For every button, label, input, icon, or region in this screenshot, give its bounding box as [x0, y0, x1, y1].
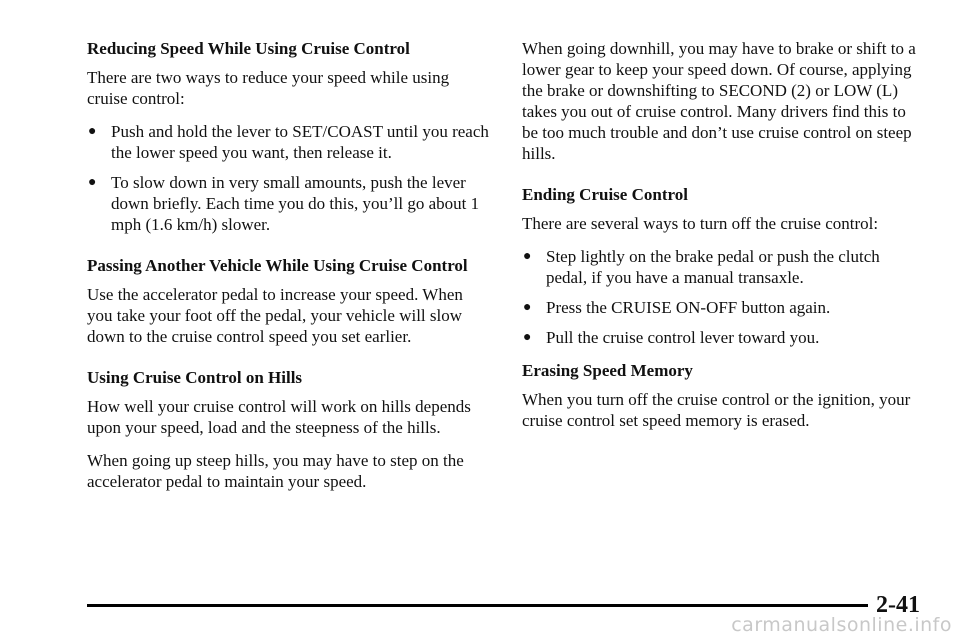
- section-heading: Erasing Speed Memory: [522, 361, 693, 380]
- bullet-icon: ●: [523, 330, 532, 345]
- section-heading: Ending Cruise Control: [522, 185, 688, 204]
- watermark: carmanualsonline.info: [731, 614, 952, 636]
- footer-rule: [87, 604, 868, 607]
- paragraph: When going up steep hills, you may have to step on the accelerator pedal to maintain your speed.: [87, 451, 464, 491]
- section-ending-cruise: [522, 184, 922, 348]
- bullet-icon: ●: [523, 249, 532, 264]
- list-item: [522, 297, 922, 318]
- paragraph: There are several ways to turn off the cruise control:: [522, 214, 879, 233]
- section-passing: [87, 255, 492, 347]
- list-item-text: Push and hold the lever to SET/COAST until you reach the lower speed you want, then release it.: [111, 122, 489, 162]
- paragraph: Use the accelerator pedal to increase your speed. When you take your foot off the pedal, your vehicle will slow down to the cruise control speed you set earlier.: [87, 285, 463, 346]
- section-erasing-memory: [522, 360, 922, 431]
- section-heading: Reducing Speed While Using Cruise Control: [87, 39, 410, 58]
- list-item: [522, 327, 922, 348]
- paragraph: When going downhill, you may have to brake or shift to a lower gear to keep your speed down. Of course, applying the brake or downshifting to SECOND (2) or LOW (L) takes you out of cruise control. Many drivers find this to be too much trouble and don’t use cruise control on steep hills.: [522, 39, 916, 163]
- list-item: [87, 172, 492, 235]
- list-item-text: Step lightly on the brake pedal or push the clutch pedal, if you have a manual transaxle.: [546, 247, 880, 287]
- bullet-icon: ●: [523, 300, 532, 315]
- list-item-text: Press the CRUISE ON-OFF button again.: [546, 298, 831, 317]
- list-item: [522, 246, 922, 288]
- section-hills: [87, 367, 492, 492]
- right-column: [522, 38, 922, 443]
- list-item-text: Pull the cruise control lever toward you.: [546, 328, 820, 347]
- bullet-list: [522, 246, 922, 348]
- left-column: [87, 38, 492, 504]
- page-number: 2-41: [876, 592, 920, 618]
- section-heading: Passing Another Vehicle While Using Cruise Control: [87, 256, 468, 275]
- list-item: [87, 121, 492, 163]
- paragraph: When you turn off the cruise control or the ignition, your cruise control set speed memory is erased.: [522, 390, 911, 430]
- bullet-icon: ●: [88, 175, 97, 190]
- section-heading: Using Cruise Control on Hills: [87, 368, 303, 387]
- paragraph: There are two ways to reduce your speed while using cruise control:: [87, 68, 450, 108]
- bullet-list: [87, 121, 492, 235]
- section-reducing-speed: [87, 38, 492, 235]
- list-item-text: To slow down in very small amounts, push the lever down briefly. Each time you do this, you’ll go about 1 mph (1.6 km/h) slower.: [111, 173, 480, 234]
- paragraph: How well your cruise control will work on hills depends upon your speed, load and the steepness of the hills.: [87, 397, 471, 437]
- bullet-icon: ●: [88, 124, 97, 139]
